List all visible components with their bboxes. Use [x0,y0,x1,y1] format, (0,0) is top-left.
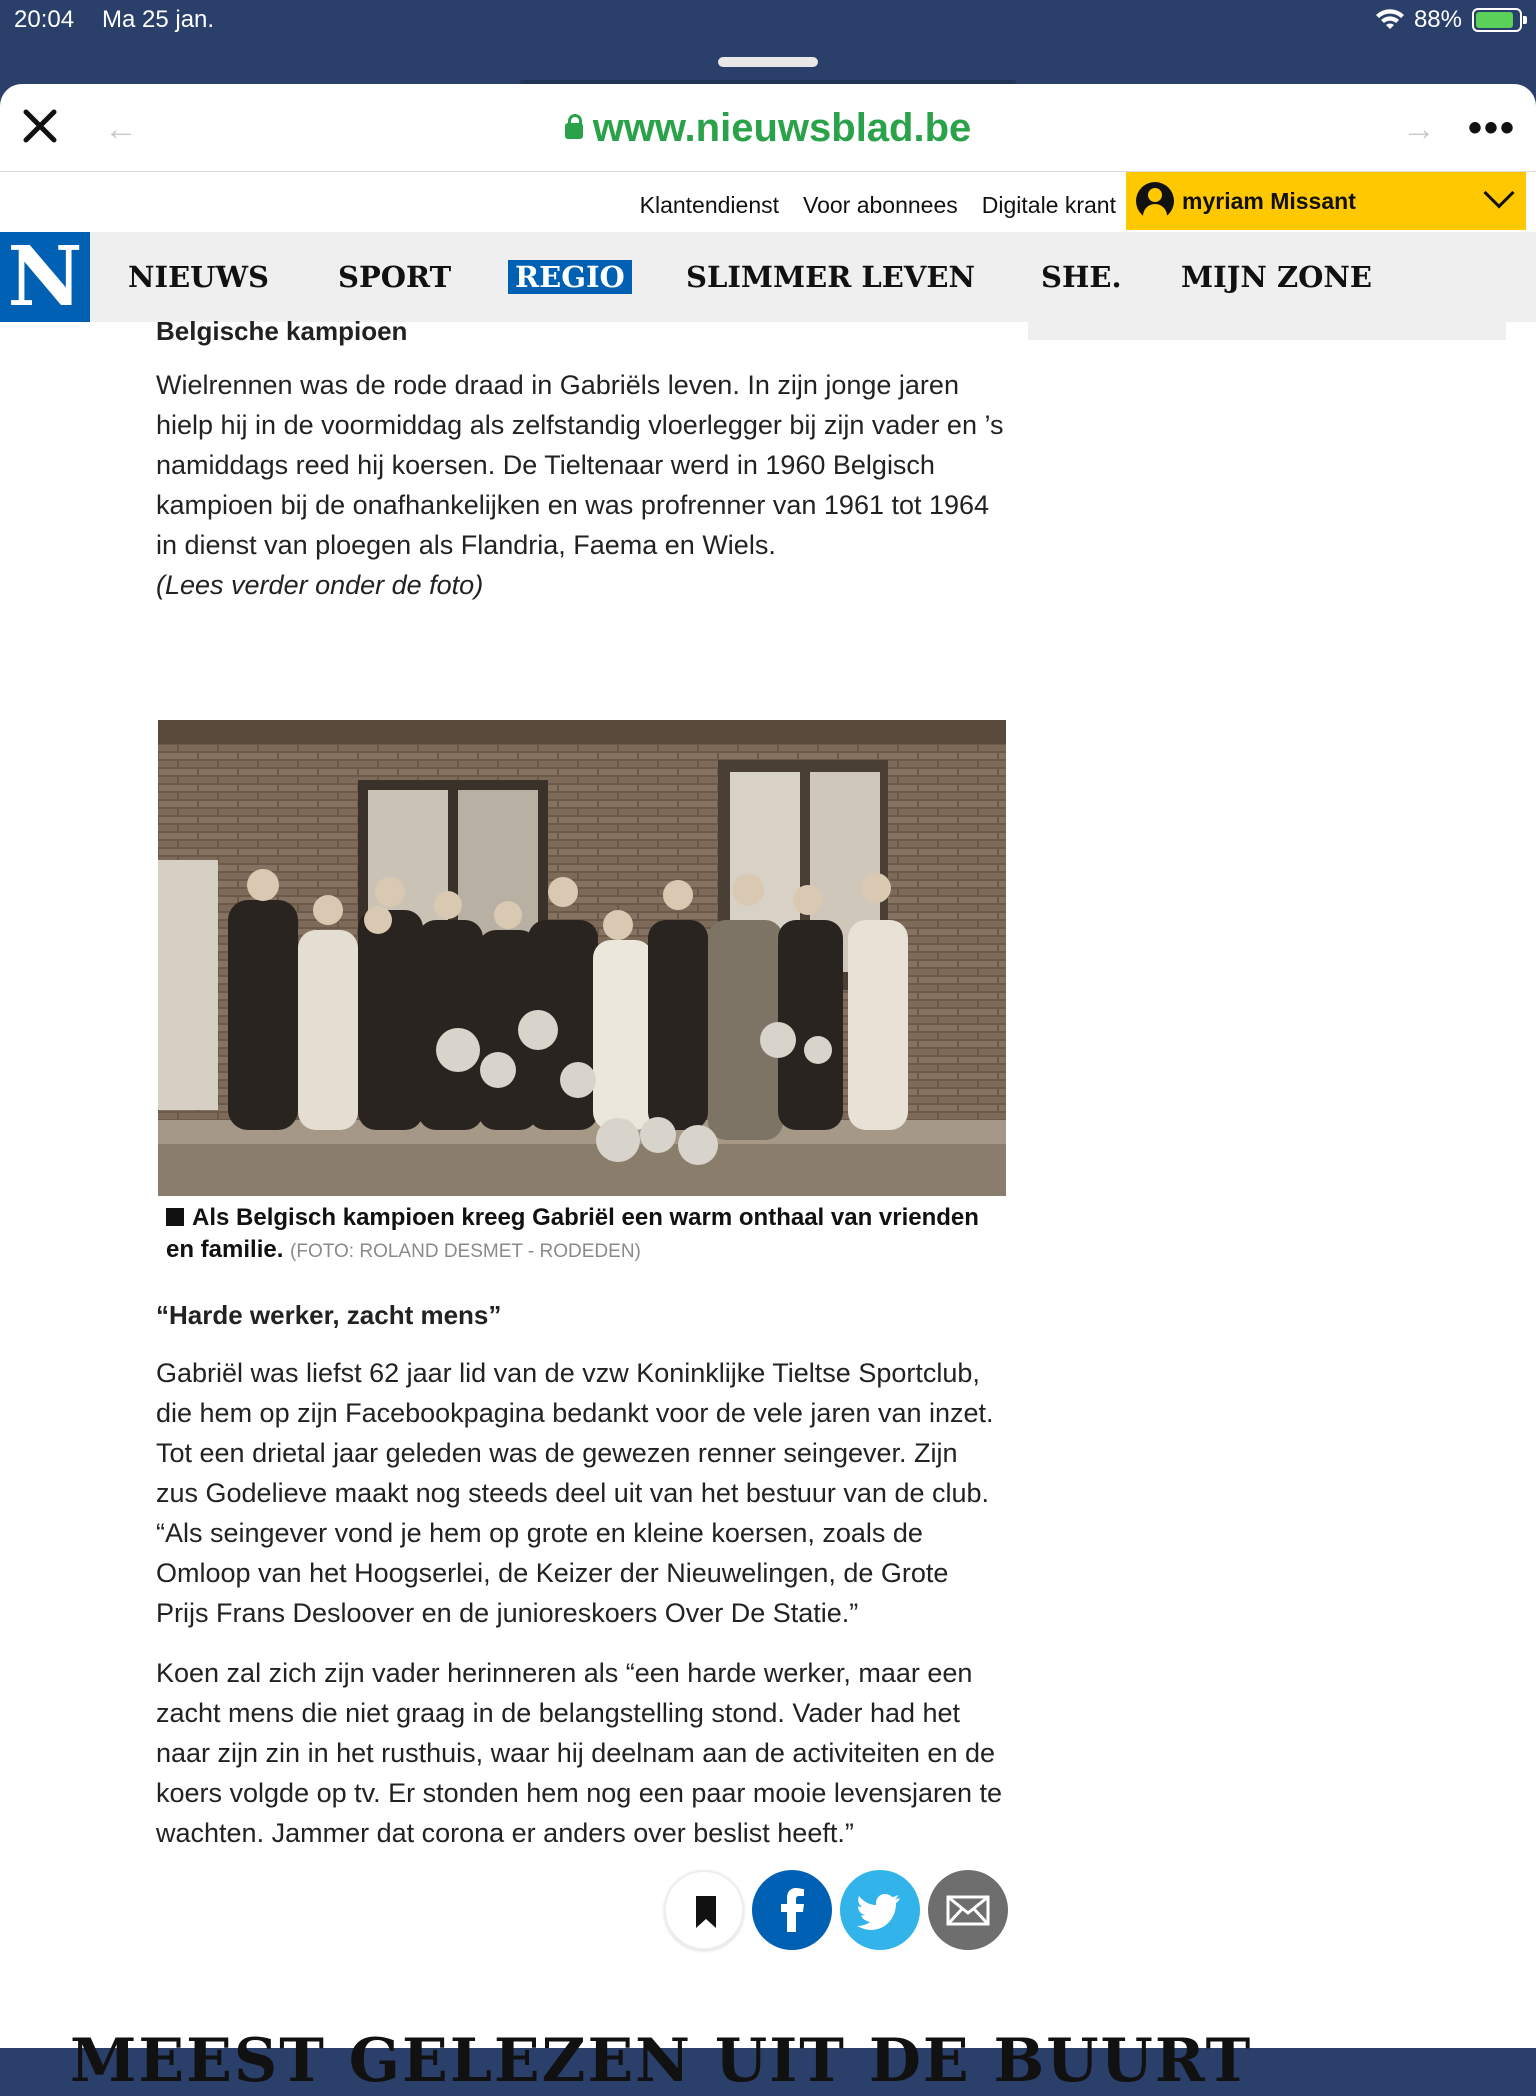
browser-sheet [0,84,1536,2096]
lock-icon [565,123,583,139]
user-name: myriam Missant [1182,187,1356,214]
wifi-icon [1376,9,1404,31]
mail-share-button[interactable] [928,1870,1008,1950]
chevron-down-icon [1483,177,1514,208]
article-paragraph-3: Koen zal zich zijn vader herinneren als “een harde werker, maar een zacht mens die niet graag in de belangstelling stond. Vader had het naar zijn zin in het rusthuis, waar hij deelnam aan de activiteiten en de koers volgde op tv. Er stonden hem nog een paar mooie levensjaren te wachten. Jammer dat corona er anders over beslist heeft.” [156,1658,1003,1848]
nav-item-nieuws[interactable]: NIEUWS [128,260,269,294]
article-body-bottom [156,1300,1006,1873]
link-voor-abonnees[interactable]: Voor abonnees [803,192,958,218]
main-nav [0,229,1536,325]
url-text: www.nieuwsblad.be [592,106,972,150]
sidebar-placeholder [1028,322,1506,340]
nav-item-slimmer-leven[interactable]: SLIMMER LEVEN [686,260,976,294]
address-field[interactable] [0,106,1536,151]
group-photo-image [158,720,1006,1196]
article-body-top [156,316,1006,625]
site-logo[interactable]: N [0,232,90,322]
nav-item-sport[interactable]: SPORT [338,260,452,294]
back-arrow-icon[interactable]: ← [104,110,138,148]
battery-level [1476,12,1513,28]
sheet-grabber[interactable] [718,57,818,67]
article-paragraph-2: Gabriël was liefst 62 jaar lid van de vzw Koninklijke Tieltse Sportclub, die hem op zijn Facebookpagina bedankt voor de vele jaren van inzet. Tot een drietal jaar geleden was de gewezen renner seingever. Zijn zus Godelieve maakt nog steeds deel uit van het bestuur van de club. “Als seingever vond je hem op grote en kleine koersen, zoals de Omloop van het Hoogserlei, de Keizer der Nieuwelingen, de Grote Prijs Frans Desloover en de junioreskoers Over De Statie.” [156,1358,994,1628]
battery-icon [1472,8,1522,32]
user-avatar-icon [1136,182,1174,220]
facebook-icon [752,1870,832,1950]
photo-caption: Als Belgisch kampioen kreeg Gabriël een warm onthaal van vrienden en familie. (FOTO: ROLAND DESMET - RODEDEN) [166,1204,979,1263]
status-time: 20:04 [14,6,75,33]
link-klantendienst[interactable]: Klantendienst [639,192,780,218]
bookmark-icon [666,1872,746,1952]
battery-percent: 88% [1413,6,1462,33]
status-bar [0,0,1536,40]
most-read-heading: MEEST GELEZEN UIT DE BUURT [70,2026,1253,2096]
article-paragraph: Wielrennen was de rode draad in Gabriëls leven. In zijn jonge jaren hielp hij in de voormiddag als zelfstandig vloerlegger bij zijn vader en ’s namiddags reed hij koersen. De Tieltenaar werd in 1960 Belgisch kampioen bij de onafhankelijken en was profrenner van 1961 tot 1964 in dienst van ploegen als Flandria, Faema en Wiels. (Lees verder onder de foto) [156,370,1004,600]
section-heading-2: “Harde werker, zacht mens” [156,1300,502,1330]
caption-square-icon [166,1208,184,1226]
forward-arrow-icon[interactable]: → [1402,110,1436,148]
status-right [1376,6,1522,34]
url-bar [0,84,1536,172]
status-date: Ma 25 jan. [102,6,215,33]
link-digitale-krant[interactable]: Digitale krant [981,192,1116,218]
twitter-share-button[interactable] [840,1870,920,1950]
user-menu[interactable] [1126,172,1526,230]
bookmark-button[interactable] [664,1870,744,1950]
nav-item-she[interactable]: SHE. [1041,260,1122,294]
photo-credit: (FOTO: ROLAND DESMET - RODEDEN) [290,1241,641,1262]
nav-item-mijn-zone[interactable]: MIJN ZONE [1181,260,1373,294]
mail-icon [928,1870,1008,1950]
facebook-share-button[interactable] [752,1870,832,1950]
nav-item-regio[interactable]: REGIO [508,260,632,294]
photo-note: (Lees verder onder de foto) [156,570,484,600]
twitter-icon [840,1870,920,1950]
article-photo[interactable] [158,720,1006,1196]
more-icon[interactable]: ••• [1467,106,1516,150]
section-heading: Belgische kampioen [156,316,408,346]
